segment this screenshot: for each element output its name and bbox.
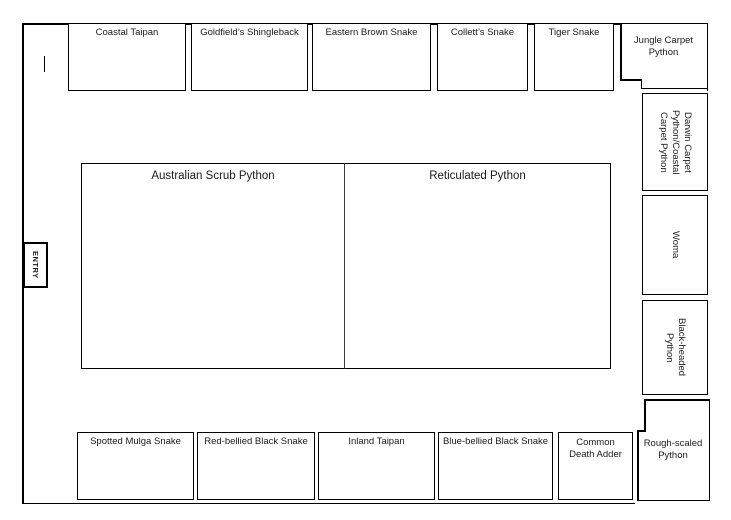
- wall-segment: [641, 88, 707, 90]
- enclosure-woma: [642, 195, 708, 295]
- enclosure-label: Spotted Mulga Snake: [90, 436, 181, 447]
- enclosure-label: Tiger Snake: [548, 27, 600, 38]
- enclosure-label: Collett’s Snake: [450, 27, 515, 38]
- wall-segment: [620, 24, 622, 79]
- entry-label: ENTRY: [31, 251, 41, 279]
- wall-segment: [620, 79, 642, 81]
- enclosure-label: Woma: [669, 231, 681, 259]
- enclosure-label: Inland Taipan: [348, 436, 405, 447]
- enclosure-label: Eastern Brown Snake: [325, 27, 418, 38]
- wall-segment: [637, 430, 639, 501]
- enclosure-reticulated-python: [345, 163, 611, 369]
- enclosure-common-death-adder: [558, 432, 633, 500]
- enclosure-label: Jungle Carpet Python: [633, 35, 694, 58]
- enclosure-label: Goldfield’s Shingleback: [200, 27, 299, 38]
- enclosure-label: Coastal Taipan: [95, 27, 159, 38]
- enclosure-label: Common Death Adder: [569, 437, 622, 460]
- enclosure-colletts-snake: [437, 23, 528, 91]
- outer-wall-bottom: [22, 503, 635, 505]
- door-tick-mark: [44, 56, 46, 72]
- enclosure-black-headed-python: [642, 300, 708, 395]
- enclosure-label: Darwin Carpet Python/Coastal Carpet Python: [658, 109, 693, 175]
- wall-segment: [644, 399, 710, 401]
- enclosure-label: Black-headed Python: [664, 318, 687, 377]
- enclosure-label: Rough-scaled Python: [643, 437, 703, 461]
- enclosure-red-bellied-black-snake: [197, 432, 315, 500]
- enclosure-label: Reticulated Python: [429, 170, 526, 182]
- enclosure-tiger-snake: [534, 23, 614, 91]
- enclosure-coastal-taipan: [68, 23, 186, 91]
- enclosure-label: Australian Scrub Python: [151, 170, 275, 182]
- entry-box: [23, 242, 48, 288]
- enclosure-eastern-brown-snake: [312, 23, 431, 91]
- enclosure-label: Blue-bellied Black Snake: [442, 436, 549, 447]
- enclosure-rough-scaled-python: [637, 399, 710, 501]
- enclosure-darwin-coastal-carpet-python: [642, 93, 708, 191]
- enclosure-jungle-carpet-python: [620, 23, 708, 91]
- wall-segment: [644, 399, 646, 431]
- enclosure-spotted-mulga-snake: [77, 432, 194, 500]
- enclosure-australian-scrub-python: [81, 163, 345, 369]
- enclosure-goldfields-shingleback: [191, 23, 308, 91]
- enclosure-label: Red-bellied Black Snake: [204, 436, 308, 447]
- enclosure-blue-bellied-black-snake: [438, 432, 553, 500]
- enclosure-inland-taipan: [318, 432, 435, 500]
